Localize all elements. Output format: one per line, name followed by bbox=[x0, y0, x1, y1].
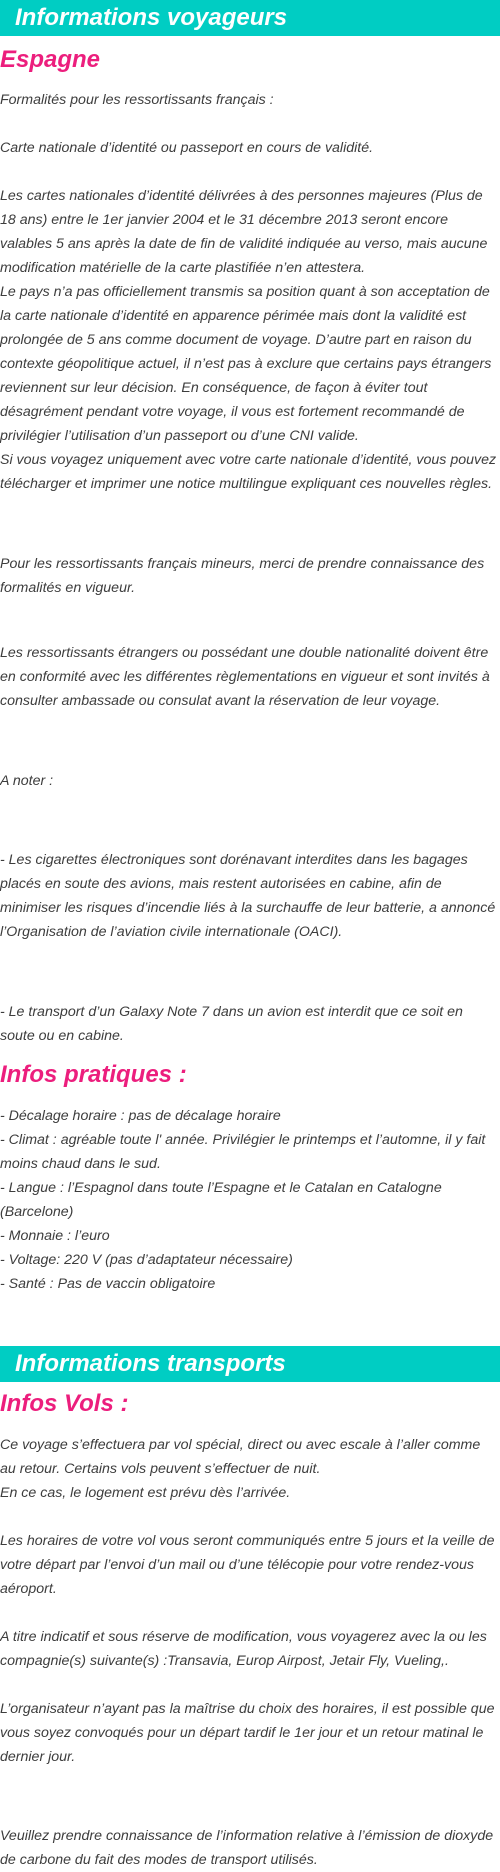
pays-paragraph: Le pays n’a pas officiellement transmis sa position quant à son acceptation de la carte nationale d’identité en apparence périmée mais dont la validité est prolongée de 5 ans comme document de voyage. D’autre part en raison du contexte géopolitique actuel, il n’est pas à exclure que certains pays étrangers reviennent sur leur décision. En conséquence, de façon à éviter tout désagrément pendant votre voyage, il vous est fortement recommandé de privilégier l’utilisation d’un passeport ou d’une CNI valide. bbox=[0, 284, 492, 444]
sante-item: - Santé : Pas de vaccin obligatoire bbox=[0, 1276, 216, 1292]
dioxyde-paragraph: Veuillez prendre connaissance de l’information relative à l’émission de dioxyde de carbone du fait des modes de transport utilisés. bbox=[0, 1828, 494, 1868]
notice-paragraph: Si vous voyagez uniquement avec votre carte nationale d’identité, vous pouvez télécharger et imprimer une notice multilingue expliquant ces nouvelles règles. bbox=[0, 452, 497, 492]
decalage-horaire-item: - Décalage horaire : pas de décalage horaire bbox=[0, 1108, 281, 1124]
formalites-intro: Formalités pour les ressortissants français : bbox=[0, 92, 274, 108]
a-noter-label: A noter : bbox=[0, 773, 54, 789]
langue-item: - Langue : l’Espagnol dans toute l’Espagne et le Catalan en Catalogne (Barcelone) bbox=[0, 1180, 442, 1220]
climat-item: - Climat : agréable toute l' année. Privilégier le printemps et l’automne, il y fait moins chaud dans le sud. bbox=[0, 1132, 486, 1172]
cni-line: Carte nationale d’identité ou passeport en cours de validité. bbox=[0, 140, 374, 156]
cigarettes-paragraph: - Les cigarettes électroniques sont dorénavant interdites dans les bagages placés en soute des avions, mais restent autorisées en cabine, afin de minimiser les risques d’incendie liés à la surchauffe de leur batterie, a annoncé l’Organisation de l’aviation civile internationale (OACI). bbox=[0, 852, 496, 940]
etrangers-paragraph: Les ressortissants étrangers ou possédant une double nationalité doivent être en conformité avec les différentes règlementations en vigueur et sont invités à consulter ambassade ou consulat avant la réservation de leur voyage. bbox=[0, 645, 490, 709]
infos-pratiques-heading: Infos pratiques : bbox=[0, 1061, 187, 1088]
transports-banner: Informations transports bbox=[0, 1346, 500, 1382]
voltage-item: - Voltage: 220 V (pas d’adaptateur nécessaire) bbox=[0, 1252, 293, 1268]
vol-special-paragraph: Ce voyage s’effectuera par vol spécial, direct ou avec escale à l’aller comme au retour. Certains vols peuvent s’effectuer de nuit. bbox=[0, 1437, 481, 1477]
country-heading: Espagne bbox=[0, 46, 101, 73]
monnaie-item: - Monnaie : l’euro bbox=[0, 1228, 110, 1244]
organisateur-paragraph: L’organisateur n’ayant pas la maîtrise du choix des horaires, il est possible que vous soyez convoqués pour un départ tardif le 1er jour et un retour matinal le dernier jour. bbox=[0, 1701, 495, 1765]
compagnies-paragraph: A titre indicatif et sous réserve de modification, vous voyagerez avec la ou les compagnie(s) suivante(s) :Transavia, Europ Airpost, Jetair Fly, Vueling,. bbox=[0, 1629, 487, 1669]
cni-paragraph: Les cartes nationales d’identité délivrées à des personnes majeures (Plus de 18 ans) entre le 1er janvier 2004 et le 31 décembre 2013 seront encore valables 5 ans après la date de fin de validité indiquée au verso, mais aucune modification matérielle de la carte plastifiée n’en attestera. bbox=[0, 188, 488, 276]
infos-vols-heading: Infos Vols : bbox=[0, 1390, 129, 1417]
mineurs-paragraph: Pour les ressortissants français mineurs, merci de prendre connaissance des formalités en vigueur. bbox=[0, 556, 485, 596]
voyageurs-banner: Informations voyageurs bbox=[0, 0, 500, 36]
logement-line: En ce cas, le logement est prévu dès l’arrivée. bbox=[0, 1485, 291, 1501]
horaires-paragraph: Les horaires de votre vol vous seront communiqués entre 5 jours et la veille de votre départ par l’envoi d’un mail ou d’une télécopie pour votre rendez-vous aéroport. bbox=[0, 1533, 495, 1597]
galaxy-paragraph: - Le transport d’un Galaxy Note 7 dans un avion est interdit que ce soit en soute ou en cabine. bbox=[0, 1004, 463, 1044]
